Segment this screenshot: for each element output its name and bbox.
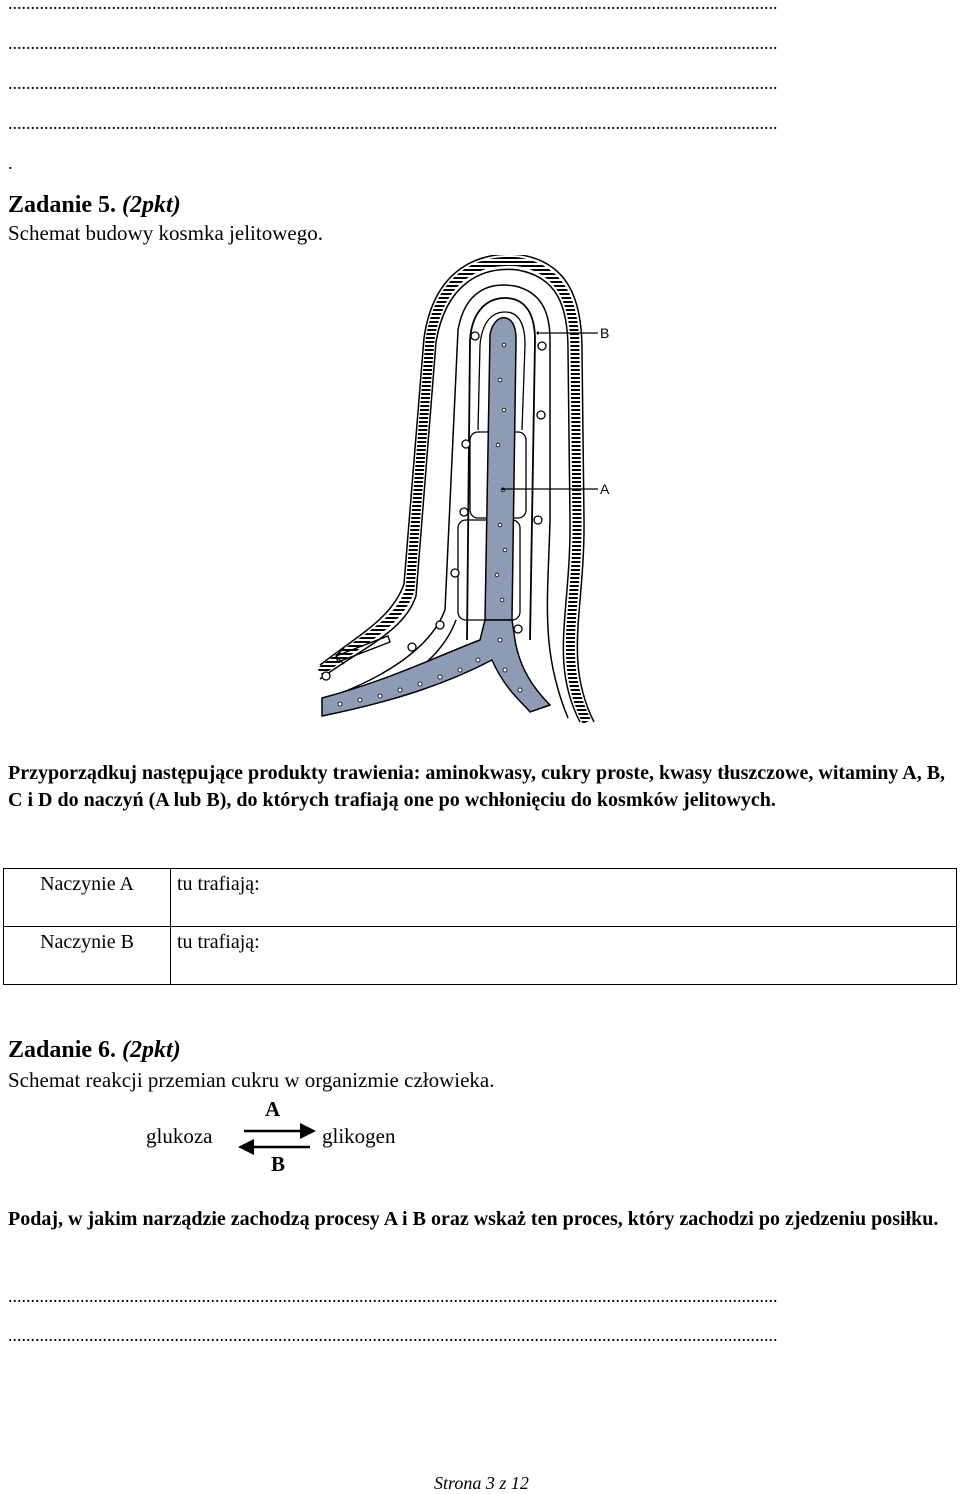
answer-line: ........................................................................................................................................................................... — [8, 114, 778, 132]
task6-title: Zadanie 6. — [8, 1037, 117, 1063]
reaction-label-a: A — [265, 1097, 281, 1121]
task5-points: (2pkt) — [122, 192, 181, 218]
vessel-a — [485, 318, 516, 620]
vessel-table — [3, 868, 957, 985]
table-cell-answer[interactable]: tu trafiają: — [171, 927, 957, 985]
reaction-substrate: glukoza — [146, 1124, 213, 1148]
answer-line: ........................................................................................................................................................................... — [8, 34, 778, 52]
task5-title: Zadanie 5. — [8, 192, 117, 218]
answer-line: . — [8, 154, 13, 172]
table-row — [4, 869, 957, 927]
answer-line: ........................................................................................................................................................................... — [8, 74, 778, 92]
page-footer: Strona 3 z 12 — [434, 1473, 529, 1493]
reaction-label-b: B — [271, 1152, 286, 1176]
label-a: A — [600, 481, 610, 497]
task6-points: (2pkt) — [122, 1037, 181, 1063]
task5-subtitle: Schemat budowy kosmka jelitowego. — [8, 221, 323, 245]
table-row — [4, 927, 957, 985]
task5-heading — [8, 192, 181, 219]
table-cell-label: Naczynie B — [4, 927, 171, 985]
answer-line: ........................................................................................................................................................................... — [8, 0, 778, 12]
reaction-product: glikogen — [322, 1124, 396, 1148]
table-cell-label: Naczynie A — [4, 869, 171, 927]
answer-line[interactable]: ........................................................................................................................................................................... — [8, 1326, 778, 1344]
table-cell-answer[interactable]: tu trafiają: — [171, 869, 957, 927]
task6-instruction: Podaj, w jakim narządzie zachodzą procesy A i B oraz wskaż ten proces, który zachodzi po zjedzeniu posiłku. — [8, 1208, 939, 1230]
label-b: B — [600, 325, 610, 341]
task6-subtitle: Schemat reakcji przemian cukru w organizmie człowieka. — [8, 1068, 495, 1092]
task6-heading — [8, 1037, 181, 1064]
task5-instruction: Przyporządkuj następujące produkty trawienia: aminokwasy, cukry proste, kwasy tłuszczowe, witaminy A, B, C i D do naczyń (A lub B), do których trafiają one po wchłonięciu do kosmków jelitowych. — [8, 762, 946, 811]
answer-line[interactable]: ........................................................................................................................................................................... — [8, 1287, 778, 1305]
villus-diagram — [318, 255, 638, 727]
